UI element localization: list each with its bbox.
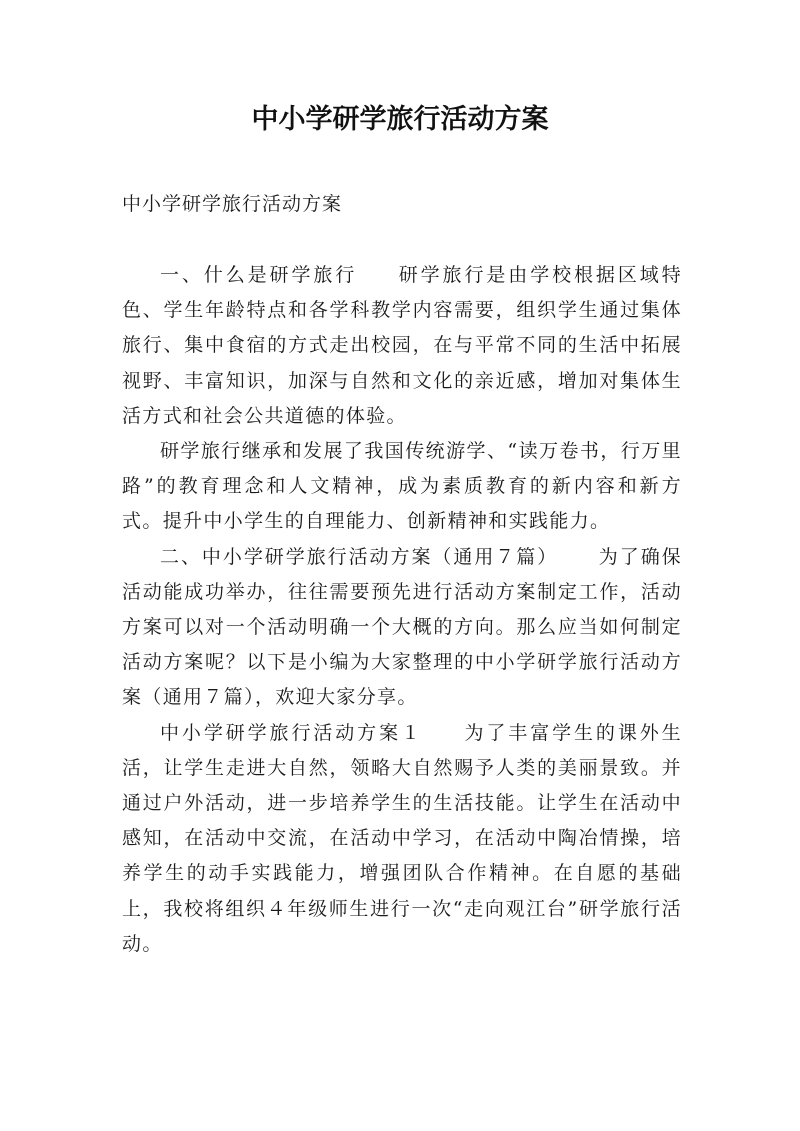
paragraph-plan-1 [122,716,682,962]
document-title: 中小学研学旅行活动方案 [251,104,549,135]
section-heading: 二、中小学研学旅行活动方案（通用７篇） [160,545,559,568]
section-heading: 中小学研学旅行活动方案１ [160,721,423,744]
paragraph-what-is-study-tour [122,258,682,434]
document-body [122,258,682,962]
document-subtitle: 中小学研学旅行活动方案 [122,193,343,215]
paragraph-tradition [122,434,682,540]
paragraph-text: 研学旅行是由学校根据区域特色、学生年龄特点和各学科教学内容需要，组织学生通过集体旅行、集中食宿的方式走出校园，在与平常不同的生活中拓展视野、丰富知识，加深与自然和文化的亲近感，增加对集体生活方式和社会公共道德的体验。 [122,264,682,427]
paragraph-text: 为了确保活动能成功举办，往往需要预先进行活动方案制定工作，活动方案可以对一个活动明确一个大概的方向。那么应当如何制定活动方案呢？以下是小编为大家整理的中小学研学旅行活动方案（通用７篇），欢迎大家分享。 [122,545,682,709]
paragraph-text: 研学旅行继承和发展了我国传统游学、“读万卷书，行万里路”的教育理念和人文精神，成为素质教育的新内容和新方式。提升中小学生的自理能力、创新精神和实践能力。 [122,440,682,533]
paragraph-plan-intro [122,540,682,716]
paragraph-text: 为了丰富学生的课外生活，让学生走进大自然，领略大自然赐予人类的美丽景致。并通过户外活动，进一步培养学生的生活技能。让学生在活动中感知，在活动中交流，在活动中学习，在活动中陶冶情操，培养学生的动手实践能力，增强团队合作精神。在自愿的基础上，我校将组织４年级师生进行一次“走向观江台”研学旅行活动。 [122,721,682,955]
section-heading: 一、什么是研学旅行 [160,264,358,286]
